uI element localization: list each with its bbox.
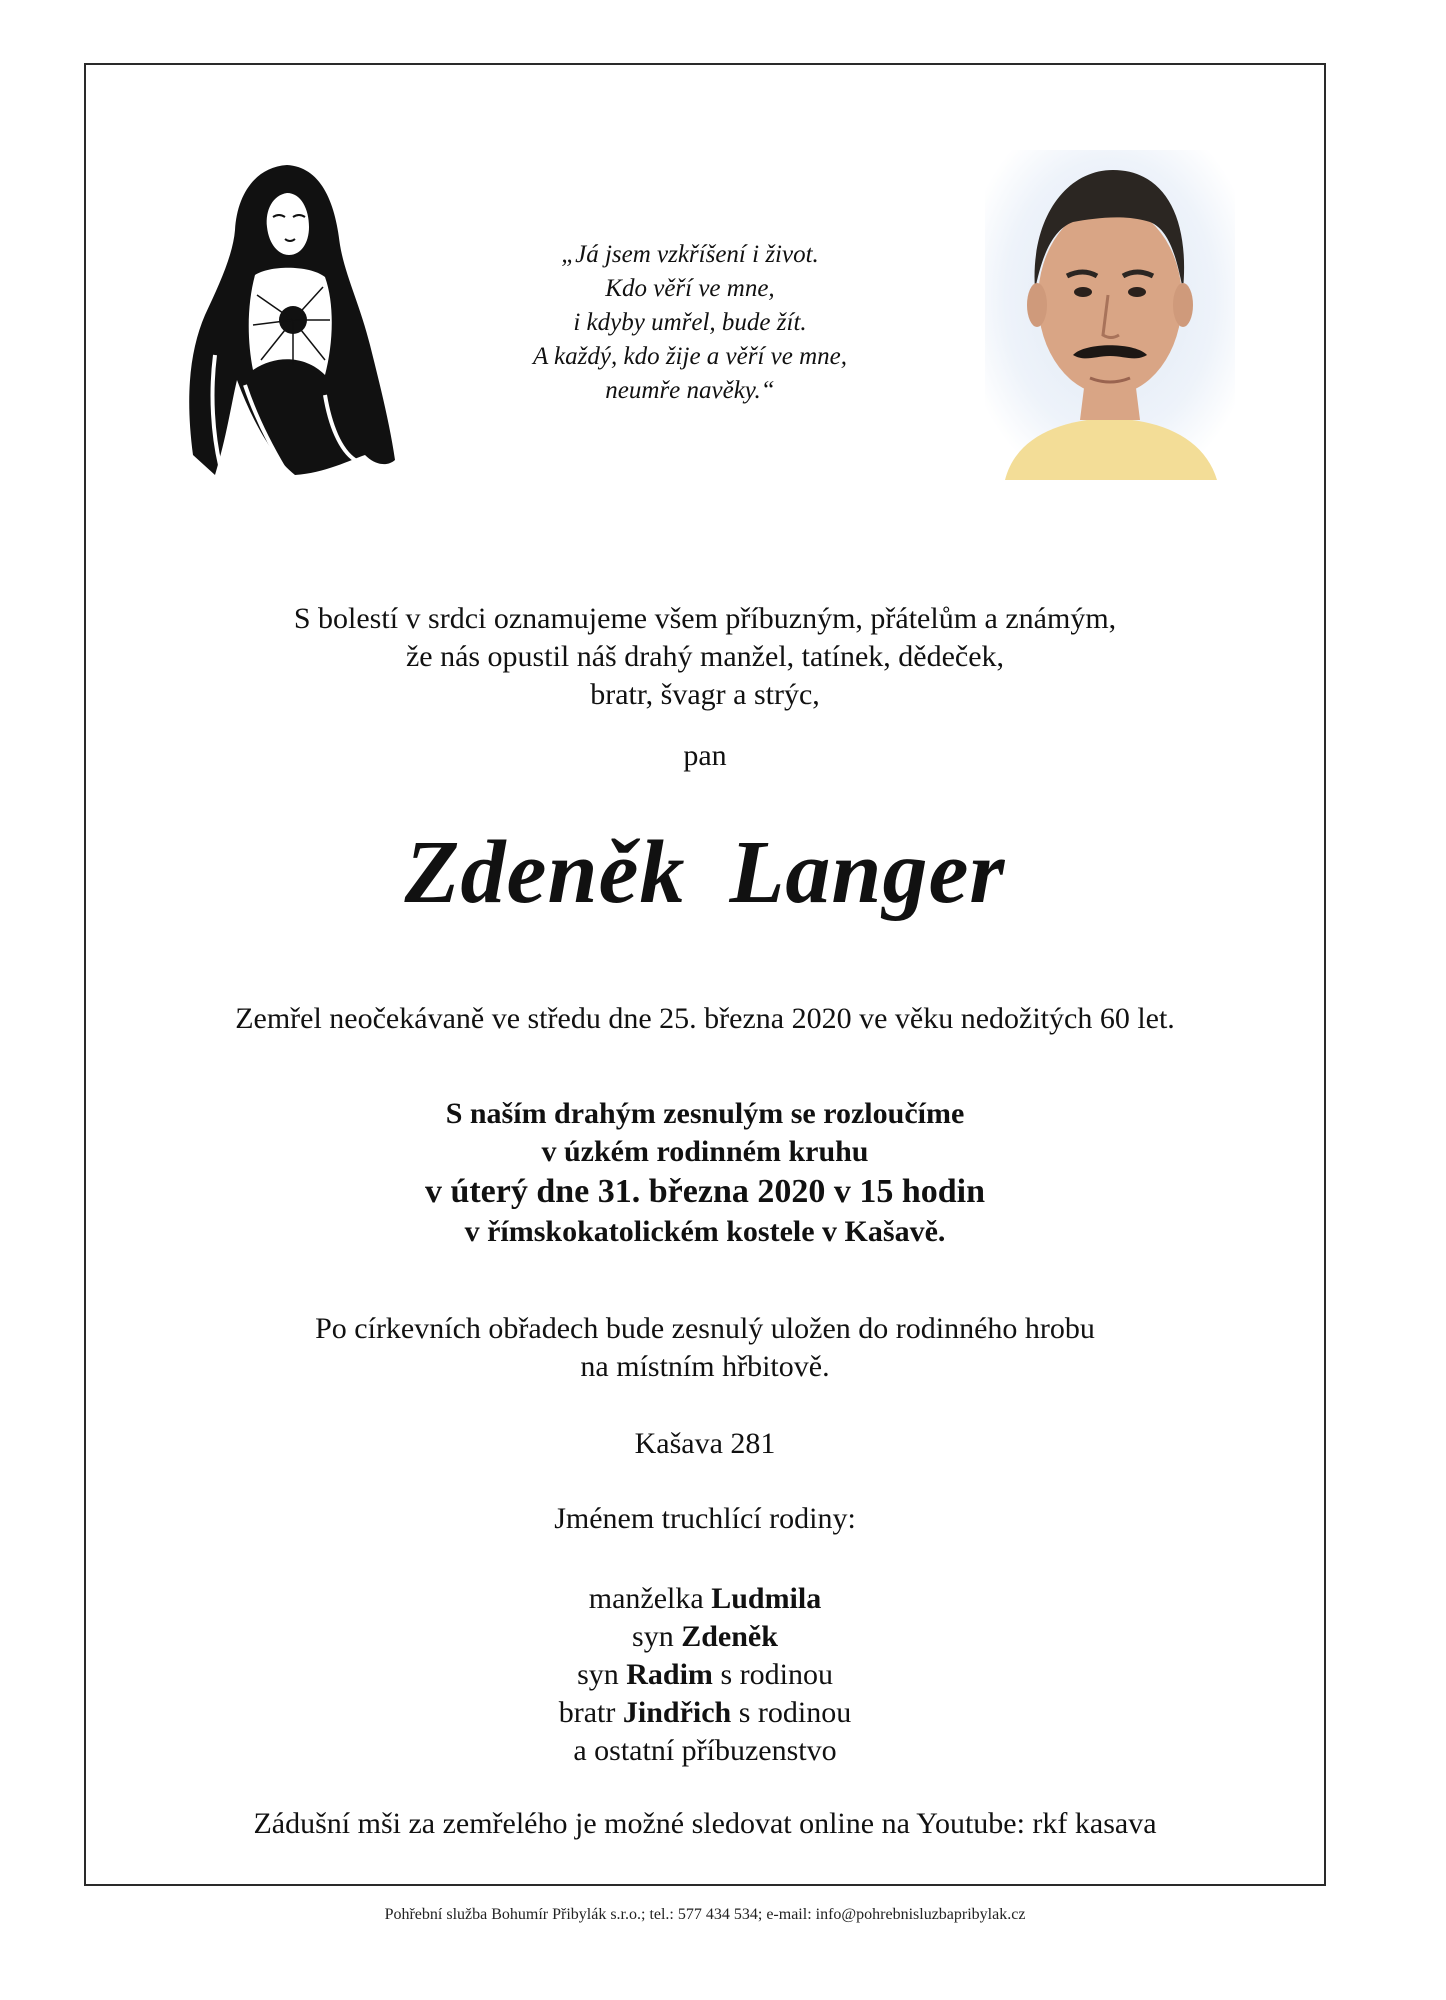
farewell-place: v římskokatolickém kostele v Kašavě.: [464, 1215, 946, 1248]
quote-line: Kdo věří ve mne,: [605, 275, 775, 302]
family-member: manželka Ludmila: [588, 1582, 822, 1615]
quote-line: „Já jsem vzkříšení i život.: [561, 241, 819, 268]
online-mass-note: Zádušní mši za zemřelého je možné sledovat online na Youtube: rkf kasava: [253, 1807, 1157, 1840]
quote-line: i kdyby umřel, bude žít.: [573, 309, 807, 336]
farewell-line: S naším drahým zesnulým se rozloučíme: [445, 1097, 965, 1130]
farewell-info: [84, 1095, 1326, 1251]
family-member: syn Zdeněk: [632, 1620, 778, 1653]
first-name: Zdeněk: [404, 823, 686, 922]
address: Kašava 281: [634, 1427, 776, 1460]
family-list: [84, 1580, 1326, 1770]
family-member: syn Radim s rodinou: [577, 1658, 833, 1691]
farewell-date: v úterý dne 31. března 2020 v 15 hodin: [424, 1173, 986, 1210]
announcement: [84, 600, 1326, 714]
bible-quote: [430, 238, 950, 408]
burial-line: na místním hřbitově.: [580, 1350, 830, 1383]
portrait-photo: [985, 150, 1235, 480]
footer-contact: Pohřební služba Bohumír Přibylák s.r.o.; tel.: 577 434 534; e-mail: info@pohrebnisluzbapribylak.cz: [384, 1906, 1026, 1923]
announcement-line: bratr, švagr a strýc,: [590, 678, 820, 711]
honorific: pan: [683, 739, 727, 772]
burial-line: Po církevních obřadech bude zesnulý uložen do rodinného hrobu: [315, 1312, 1095, 1345]
death-notice: Zemřel neočekávaně ve středu dne 25. března 2020 ve věku nedožitých 60 let.: [235, 1002, 1175, 1035]
burial-info: [84, 1310, 1326, 1386]
announcement-line: S bolestí v srdci oznamujeme všem příbuzným, přátelům a známým,: [293, 602, 1117, 635]
last-name: Langer: [729, 823, 1006, 922]
quote-line: A každý, kdo žije a věří ve mne,: [532, 343, 847, 370]
family-member: bratr Jindřich s rodinou: [558, 1696, 852, 1729]
quote-line: neumře navěky.“: [605, 377, 775, 404]
deceased-name: [84, 818, 1326, 928]
announcement-line: že nás opustil náš drahý manžel, tatínek, dědeček,: [405, 640, 1005, 673]
behalf-heading: Jménem truchlící rodiny:: [554, 1502, 856, 1535]
madonna-icon: [175, 155, 400, 480]
family-member: a ostatní příbuzenstvo: [573, 1734, 837, 1767]
farewell-line: v úzkém rodinném kruhu: [541, 1135, 869, 1168]
